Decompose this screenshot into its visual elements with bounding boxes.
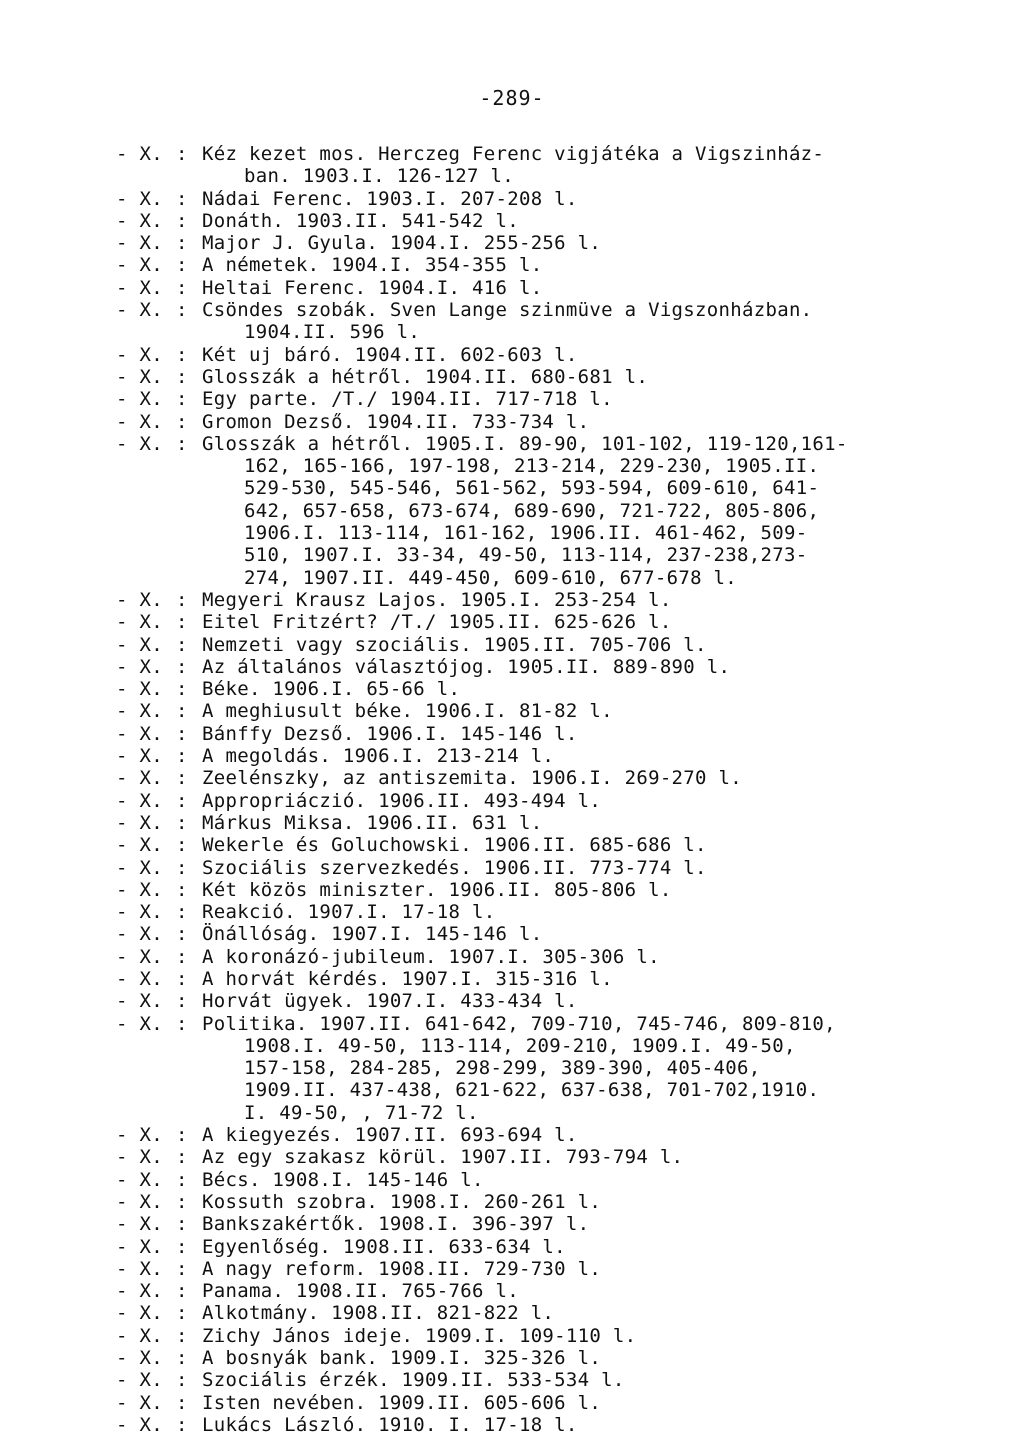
entry-line: 1906.I. 113-114, 161-162, 1906.II. 461-462, 509- bbox=[244, 522, 808, 545]
entry-prefix: - X. bbox=[116, 1324, 163, 1347]
list-item bbox=[116, 901, 996, 923]
entry-line: Nádai Ferenc. 1903.I. 207-208 l. bbox=[202, 187, 578, 210]
list-item bbox=[116, 143, 996, 188]
entry-text bbox=[202, 1369, 996, 1391]
entry-prefix: - X. bbox=[116, 388, 163, 411]
entry-text bbox=[202, 745, 996, 767]
entry-text bbox=[202, 388, 996, 410]
entry-text bbox=[202, 946, 996, 968]
entry-prefix: - X. bbox=[116, 254, 163, 277]
list-item bbox=[116, 611, 996, 633]
list-item bbox=[116, 188, 996, 210]
entry-text bbox=[202, 1213, 996, 1235]
entry-line: Heltai Ferenc. 1904.I. 416 l. bbox=[202, 276, 543, 299]
entry-prefix: - X. bbox=[116, 410, 163, 433]
entry-separator: : bbox=[176, 811, 188, 834]
entry-text bbox=[202, 1191, 996, 1213]
entry-prefix: - X. bbox=[116, 1369, 163, 1392]
entry-prefix: - X. bbox=[116, 232, 163, 255]
entry-prefix: - X. bbox=[116, 1391, 163, 1414]
list-item bbox=[116, 299, 996, 344]
entry-line: Megyeri Krausz Lajos. 1905.I. 253-254 l. bbox=[202, 588, 672, 611]
entry-line: Appropriáczió. 1906.II. 493-494 l. bbox=[202, 789, 602, 812]
entry-text bbox=[202, 923, 996, 945]
list-item bbox=[116, 634, 996, 656]
entry-separator: : bbox=[176, 187, 188, 210]
list-item bbox=[116, 723, 996, 745]
list-item bbox=[116, 1347, 996, 1369]
entry-prefix: - X. bbox=[116, 789, 163, 812]
entry-prefix: - X. bbox=[116, 811, 163, 834]
entry-line: Egyenlőség. 1908.II. 633-634 l. bbox=[202, 1235, 566, 1258]
entry-separator: : bbox=[176, 1012, 188, 1035]
entry-text bbox=[202, 589, 996, 611]
entry-separator: : bbox=[176, 745, 188, 768]
entry-line: Wekerle és Goluchowski. 1906.II. 685-686 l. bbox=[202, 834, 707, 857]
entry-line: Horvát ügyek. 1907.I. 433-434 l. bbox=[202, 990, 578, 1013]
entry-text bbox=[202, 1169, 996, 1191]
list-item bbox=[116, 1392, 996, 1414]
entry-prefix: - X. bbox=[116, 655, 163, 678]
entry-line: A megoldás. 1906.I. 213-214 l. bbox=[202, 745, 555, 768]
list-item bbox=[116, 1414, 996, 1436]
entry-line: A kiegyezés. 1907.II. 693-694 l. bbox=[202, 1124, 578, 1147]
list-item bbox=[116, 1013, 996, 1124]
entry-text bbox=[202, 254, 996, 276]
list-item bbox=[116, 411, 996, 433]
entry-line: Donáth. 1903.II. 541-542 l. bbox=[202, 209, 519, 232]
entry-prefix: - X. bbox=[116, 834, 163, 857]
entry-text bbox=[202, 433, 996, 589]
entry-line: 529-530, 545-546, 561-562, 593-594, 609-610, 641- bbox=[244, 477, 820, 500]
entry-separator: : bbox=[176, 143, 188, 165]
entry-separator: : bbox=[176, 209, 188, 232]
entry-prefix: - X. bbox=[116, 1302, 163, 1325]
entry-separator: : bbox=[176, 1235, 188, 1258]
entry-line: 274, 1907.II. 449-450, 609-610, 677-678 l. bbox=[244, 566, 738, 589]
entry-text bbox=[202, 366, 996, 388]
list-item bbox=[116, 1169, 996, 1191]
entry-line: Reakció. 1907.I. 17-18 l. bbox=[202, 901, 496, 924]
list-item bbox=[116, 388, 996, 410]
list-item bbox=[116, 857, 996, 879]
entry-line: Az egy szakasz körül. 1907.II. 793-794 l. bbox=[202, 1146, 684, 1169]
entry-prefix: - X. bbox=[116, 945, 163, 968]
entry-line: Nemzeti vagy szociális. 1905.II. 705-706 l. bbox=[202, 633, 707, 656]
entry-text bbox=[202, 1414, 996, 1436]
list-item bbox=[116, 812, 996, 834]
entry-text bbox=[202, 990, 996, 1012]
entry-separator: : bbox=[176, 767, 188, 790]
entry-line: 642, 657-658, 673-674, 689-690, 721-722, 805-806, bbox=[244, 499, 820, 522]
entry-prefix: - X. bbox=[116, 1168, 163, 1191]
entry-prefix: - X. bbox=[116, 1213, 163, 1236]
entry-line: ban. 1903.I. 126-127 l. bbox=[244, 165, 514, 188]
entry-line: Lukács László. 1910. I. 17-18 l. bbox=[202, 1413, 578, 1436]
entry-text bbox=[202, 656, 996, 678]
entry-separator: : bbox=[176, 789, 188, 812]
entry-line: Glosszák a hétről. 1904.II. 680-681 l. bbox=[202, 365, 649, 388]
entry-separator: : bbox=[176, 611, 188, 634]
entry-text bbox=[202, 812, 996, 834]
entry-prefix: - X. bbox=[116, 745, 163, 768]
entry-prefix: - X. bbox=[116, 901, 163, 924]
entry-line: Csöndes szobák. Sven Lange szinmüve a Vigszonházban. bbox=[202, 299, 813, 322]
entry-prefix: - X. bbox=[116, 767, 163, 790]
entry-separator: : bbox=[176, 1124, 188, 1147]
entry-text bbox=[202, 834, 996, 856]
list-item bbox=[116, 1213, 996, 1235]
entry-text bbox=[202, 277, 996, 299]
entry-line: Bécs. 1908.I. 145-146 l. bbox=[202, 1168, 484, 1191]
entry-text bbox=[202, 901, 996, 923]
entry-prefix: - X. bbox=[116, 611, 163, 634]
entry-text bbox=[202, 1124, 996, 1146]
entry-line: Bánffy Dezső. 1906.I. 145-146 l. bbox=[202, 722, 578, 745]
entry-text bbox=[202, 857, 996, 879]
entry-prefix: - X. bbox=[116, 967, 163, 990]
entry-separator: : bbox=[176, 1391, 188, 1414]
entry-separator: : bbox=[176, 276, 188, 299]
entry-line: Az általános választójog. 1905.II. 889-890 l. bbox=[202, 655, 731, 678]
entry-line: 157-158, 284-285, 298-299, 389-390, 405-406, bbox=[244, 1057, 761, 1080]
entry-separator: : bbox=[176, 588, 188, 611]
entry-text bbox=[202, 1258, 996, 1280]
entry-line: Alkotmány. 1908.II. 821-822 l. bbox=[202, 1302, 555, 1325]
entry-line: Zichy János ideje. 1909.I. 109-110 l. bbox=[202, 1324, 637, 1347]
entry-prefix: - X. bbox=[116, 678, 163, 701]
list-item bbox=[116, 589, 996, 611]
entry-line: I. 49-50, , 71-72 l. bbox=[244, 1101, 479, 1124]
entry-text bbox=[202, 1236, 996, 1258]
entry-line: Kossuth szobra. 1908.I. 260-261 l. bbox=[202, 1190, 602, 1213]
entry-text bbox=[202, 790, 996, 812]
entry-list bbox=[116, 143, 996, 1436]
entry-line: Béke. 1906.I. 65-66 l. bbox=[202, 678, 461, 701]
list-item bbox=[116, 879, 996, 901]
page-number: -289- bbox=[479, 86, 545, 110]
list-item bbox=[116, 1236, 996, 1258]
entry-text bbox=[202, 634, 996, 656]
entry-prefix: - X. bbox=[116, 343, 163, 366]
entry-prefix: - X. bbox=[116, 276, 163, 299]
entry-text bbox=[202, 968, 996, 990]
entry-line: Két közös miniszter. 1906.II. 805-806 l. bbox=[202, 878, 672, 901]
entry-separator: : bbox=[176, 1280, 188, 1303]
entry-text bbox=[202, 1013, 996, 1124]
entry-prefix: - X. bbox=[116, 856, 163, 879]
entry-text bbox=[202, 879, 996, 901]
list-item bbox=[116, 923, 996, 945]
entry-text bbox=[202, 1280, 996, 1302]
list-item bbox=[116, 433, 996, 589]
entry-prefix: - X. bbox=[116, 1257, 163, 1280]
entry-text bbox=[202, 1325, 996, 1347]
list-item bbox=[116, 1369, 996, 1391]
list-item bbox=[116, 1302, 996, 1324]
entry-text bbox=[202, 344, 996, 366]
entry-line: A horvát kérdés. 1907.I. 315-316 l. bbox=[202, 967, 613, 990]
entry-line: A nagy reform. 1908.II. 729-730 l. bbox=[202, 1257, 602, 1280]
entry-separator: : bbox=[176, 990, 188, 1013]
entry-separator: : bbox=[176, 856, 188, 879]
entry-separator: : bbox=[176, 432, 188, 455]
entry-separator: : bbox=[176, 923, 188, 946]
list-item bbox=[116, 745, 996, 767]
entry-prefix: - X. bbox=[116, 878, 163, 901]
list-item bbox=[116, 946, 996, 968]
entry-separator: : bbox=[176, 1347, 188, 1370]
entry-separator: : bbox=[176, 1213, 188, 1236]
entry-line: Politika. 1907.II. 641-642, 709-710, 745-746, 809-810, bbox=[202, 1012, 836, 1035]
entry-line: Kéz kezet mos. Herczeg Ferenc vigjátéka a Vigszinház- bbox=[202, 143, 825, 165]
list-item bbox=[116, 990, 996, 1012]
list-item bbox=[116, 1146, 996, 1168]
entry-separator: : bbox=[176, 1257, 188, 1280]
entry-separator: : bbox=[176, 967, 188, 990]
entry-prefix: - X. bbox=[116, 633, 163, 656]
entry-separator: : bbox=[176, 254, 188, 277]
entry-prefix: - X. bbox=[116, 299, 163, 322]
entry-prefix: - X. bbox=[116, 1124, 163, 1147]
entry-prefix: - X. bbox=[116, 923, 163, 946]
list-item bbox=[116, 1280, 996, 1302]
entry-separator: : bbox=[176, 945, 188, 968]
entry-separator: : bbox=[176, 1324, 188, 1347]
entry-line: Zeelénszky, az antiszemita. 1906.I. 269-270 l. bbox=[202, 767, 742, 790]
entry-separator: : bbox=[176, 655, 188, 678]
entry-line: Eitel Fritzért? /T./ 1905.II. 625-626 l. bbox=[202, 611, 672, 634]
entry-line: Bankszakértők. 1908.I. 396-397 l. bbox=[202, 1213, 590, 1236]
list-item bbox=[116, 277, 996, 299]
list-item bbox=[116, 1191, 996, 1213]
entry-line: 510, 1907.I. 33-34, 49-50, 113-114, 237-238,273- bbox=[244, 544, 808, 567]
entry-prefix: - X. bbox=[116, 187, 163, 210]
entry-line: 1908.I. 49-50, 113-114, 209-210, 1909.I. 49-50, bbox=[244, 1034, 796, 1057]
entry-prefix: - X. bbox=[116, 722, 163, 745]
entry-line: Márkus Miksa. 1906.II. 631 l. bbox=[202, 811, 543, 834]
entry-separator: : bbox=[176, 232, 188, 255]
entry-separator: : bbox=[176, 678, 188, 701]
entry-line: 1909.II. 437-438, 621-622, 637-638, 701-702,1910. bbox=[244, 1079, 820, 1102]
entry-prefix: - X. bbox=[116, 1280, 163, 1303]
entry-line: Gromon Dezső. 1904.II. 733-734 l. bbox=[202, 410, 590, 433]
entry-prefix: - X. bbox=[116, 209, 163, 232]
entry-line: Major J. Gyula. 1904.I. 255-256 l. bbox=[202, 232, 602, 255]
list-item bbox=[116, 968, 996, 990]
entry-text bbox=[202, 210, 996, 232]
entry-text bbox=[202, 1392, 996, 1414]
entry-prefix: - X. bbox=[116, 1190, 163, 1213]
entry-separator: : bbox=[176, 410, 188, 433]
entry-prefix: - X. bbox=[116, 1413, 163, 1436]
entry-separator: : bbox=[176, 700, 188, 723]
entry-text bbox=[202, 232, 996, 254]
entry-separator: : bbox=[176, 343, 188, 366]
entry-separator: : bbox=[176, 1369, 188, 1392]
entry-prefix: - X. bbox=[116, 1347, 163, 1370]
list-item bbox=[116, 1258, 996, 1280]
entry-line: Egy parte. /T./ 1904.II. 717-718 l. bbox=[202, 388, 613, 411]
entry-text bbox=[202, 723, 996, 745]
entry-separator: : bbox=[176, 1146, 188, 1169]
entry-separator: : bbox=[176, 878, 188, 901]
entry-line: Szociális szervezkedés. 1906.II. 773-774 l. bbox=[202, 856, 707, 879]
entry-line: 162, 165-166, 197-198, 213-214, 229-230, 1905.II. bbox=[244, 455, 820, 478]
list-item bbox=[116, 767, 996, 789]
entry-separator: : bbox=[176, 633, 188, 656]
list-item bbox=[116, 834, 996, 856]
list-item bbox=[116, 344, 996, 366]
entry-separator: : bbox=[176, 388, 188, 411]
entry-line: A bosnyák bank. 1909.I. 325-326 l. bbox=[202, 1347, 602, 1370]
list-item bbox=[116, 678, 996, 700]
list-item bbox=[116, 1124, 996, 1146]
entry-line: A koronázó-jubileum. 1907.I. 305-306 l. bbox=[202, 945, 660, 968]
list-item bbox=[116, 790, 996, 812]
entry-separator: : bbox=[176, 1168, 188, 1191]
entry-prefix: - X. bbox=[116, 588, 163, 611]
entry-line: A németek. 1904.I. 354-355 l. bbox=[202, 254, 543, 277]
entry-text bbox=[202, 143, 996, 188]
entry-text bbox=[202, 299, 996, 344]
entry-line: A meghiusult béke. 1906.I. 81-82 l. bbox=[202, 700, 613, 723]
entry-line: Glosszák a hétről. 1905.I. 89-90, 101-102, 119-120,161- bbox=[202, 432, 848, 455]
entry-prefix: - X. bbox=[116, 990, 163, 1013]
entry-prefix: - X. bbox=[116, 143, 163, 165]
entry-separator: : bbox=[176, 1413, 188, 1436]
entry-separator: : bbox=[176, 1190, 188, 1213]
entry-text bbox=[202, 678, 996, 700]
entry-prefix: - X. bbox=[116, 700, 163, 723]
entry-prefix: - X. bbox=[116, 365, 163, 388]
entry-line: Önállóság. 1907.I. 145-146 l. bbox=[202, 923, 543, 946]
list-item bbox=[116, 210, 996, 232]
entry-line: 1904.II. 596 l. bbox=[244, 321, 421, 344]
entry-text bbox=[202, 1302, 996, 1324]
entry-text bbox=[202, 1347, 996, 1369]
entry-separator: : bbox=[176, 901, 188, 924]
list-item bbox=[116, 232, 996, 254]
entry-line: Két uj báró. 1904.II. 602-603 l. bbox=[202, 343, 578, 366]
entry-prefix: - X. bbox=[116, 432, 163, 455]
entry-separator: : bbox=[176, 299, 188, 322]
entry-text bbox=[202, 411, 996, 433]
entry-prefix: - X. bbox=[116, 1146, 163, 1169]
entry-separator: : bbox=[176, 365, 188, 388]
entry-prefix: - X. bbox=[116, 1235, 163, 1258]
entry-text bbox=[202, 1146, 996, 1168]
list-item bbox=[116, 656, 996, 678]
entry-text bbox=[202, 767, 996, 789]
list-item bbox=[116, 1325, 996, 1347]
list-item bbox=[116, 254, 996, 276]
list-item bbox=[116, 700, 996, 722]
entry-line: Isten nevében. 1909.II. 605-606 l. bbox=[202, 1391, 602, 1414]
entry-line: Panama. 1908.II. 765-766 l. bbox=[202, 1280, 519, 1303]
entry-separator: : bbox=[176, 1302, 188, 1325]
list-item bbox=[116, 366, 996, 388]
entry-separator: : bbox=[176, 722, 188, 745]
entry-text bbox=[202, 611, 996, 633]
entry-line: Szociális érzék. 1909.II. 533-534 l. bbox=[202, 1369, 625, 1392]
entry-prefix: - X. bbox=[116, 1012, 163, 1035]
entry-text bbox=[202, 700, 996, 722]
entry-separator: : bbox=[176, 834, 188, 857]
entry-text bbox=[202, 188, 996, 210]
